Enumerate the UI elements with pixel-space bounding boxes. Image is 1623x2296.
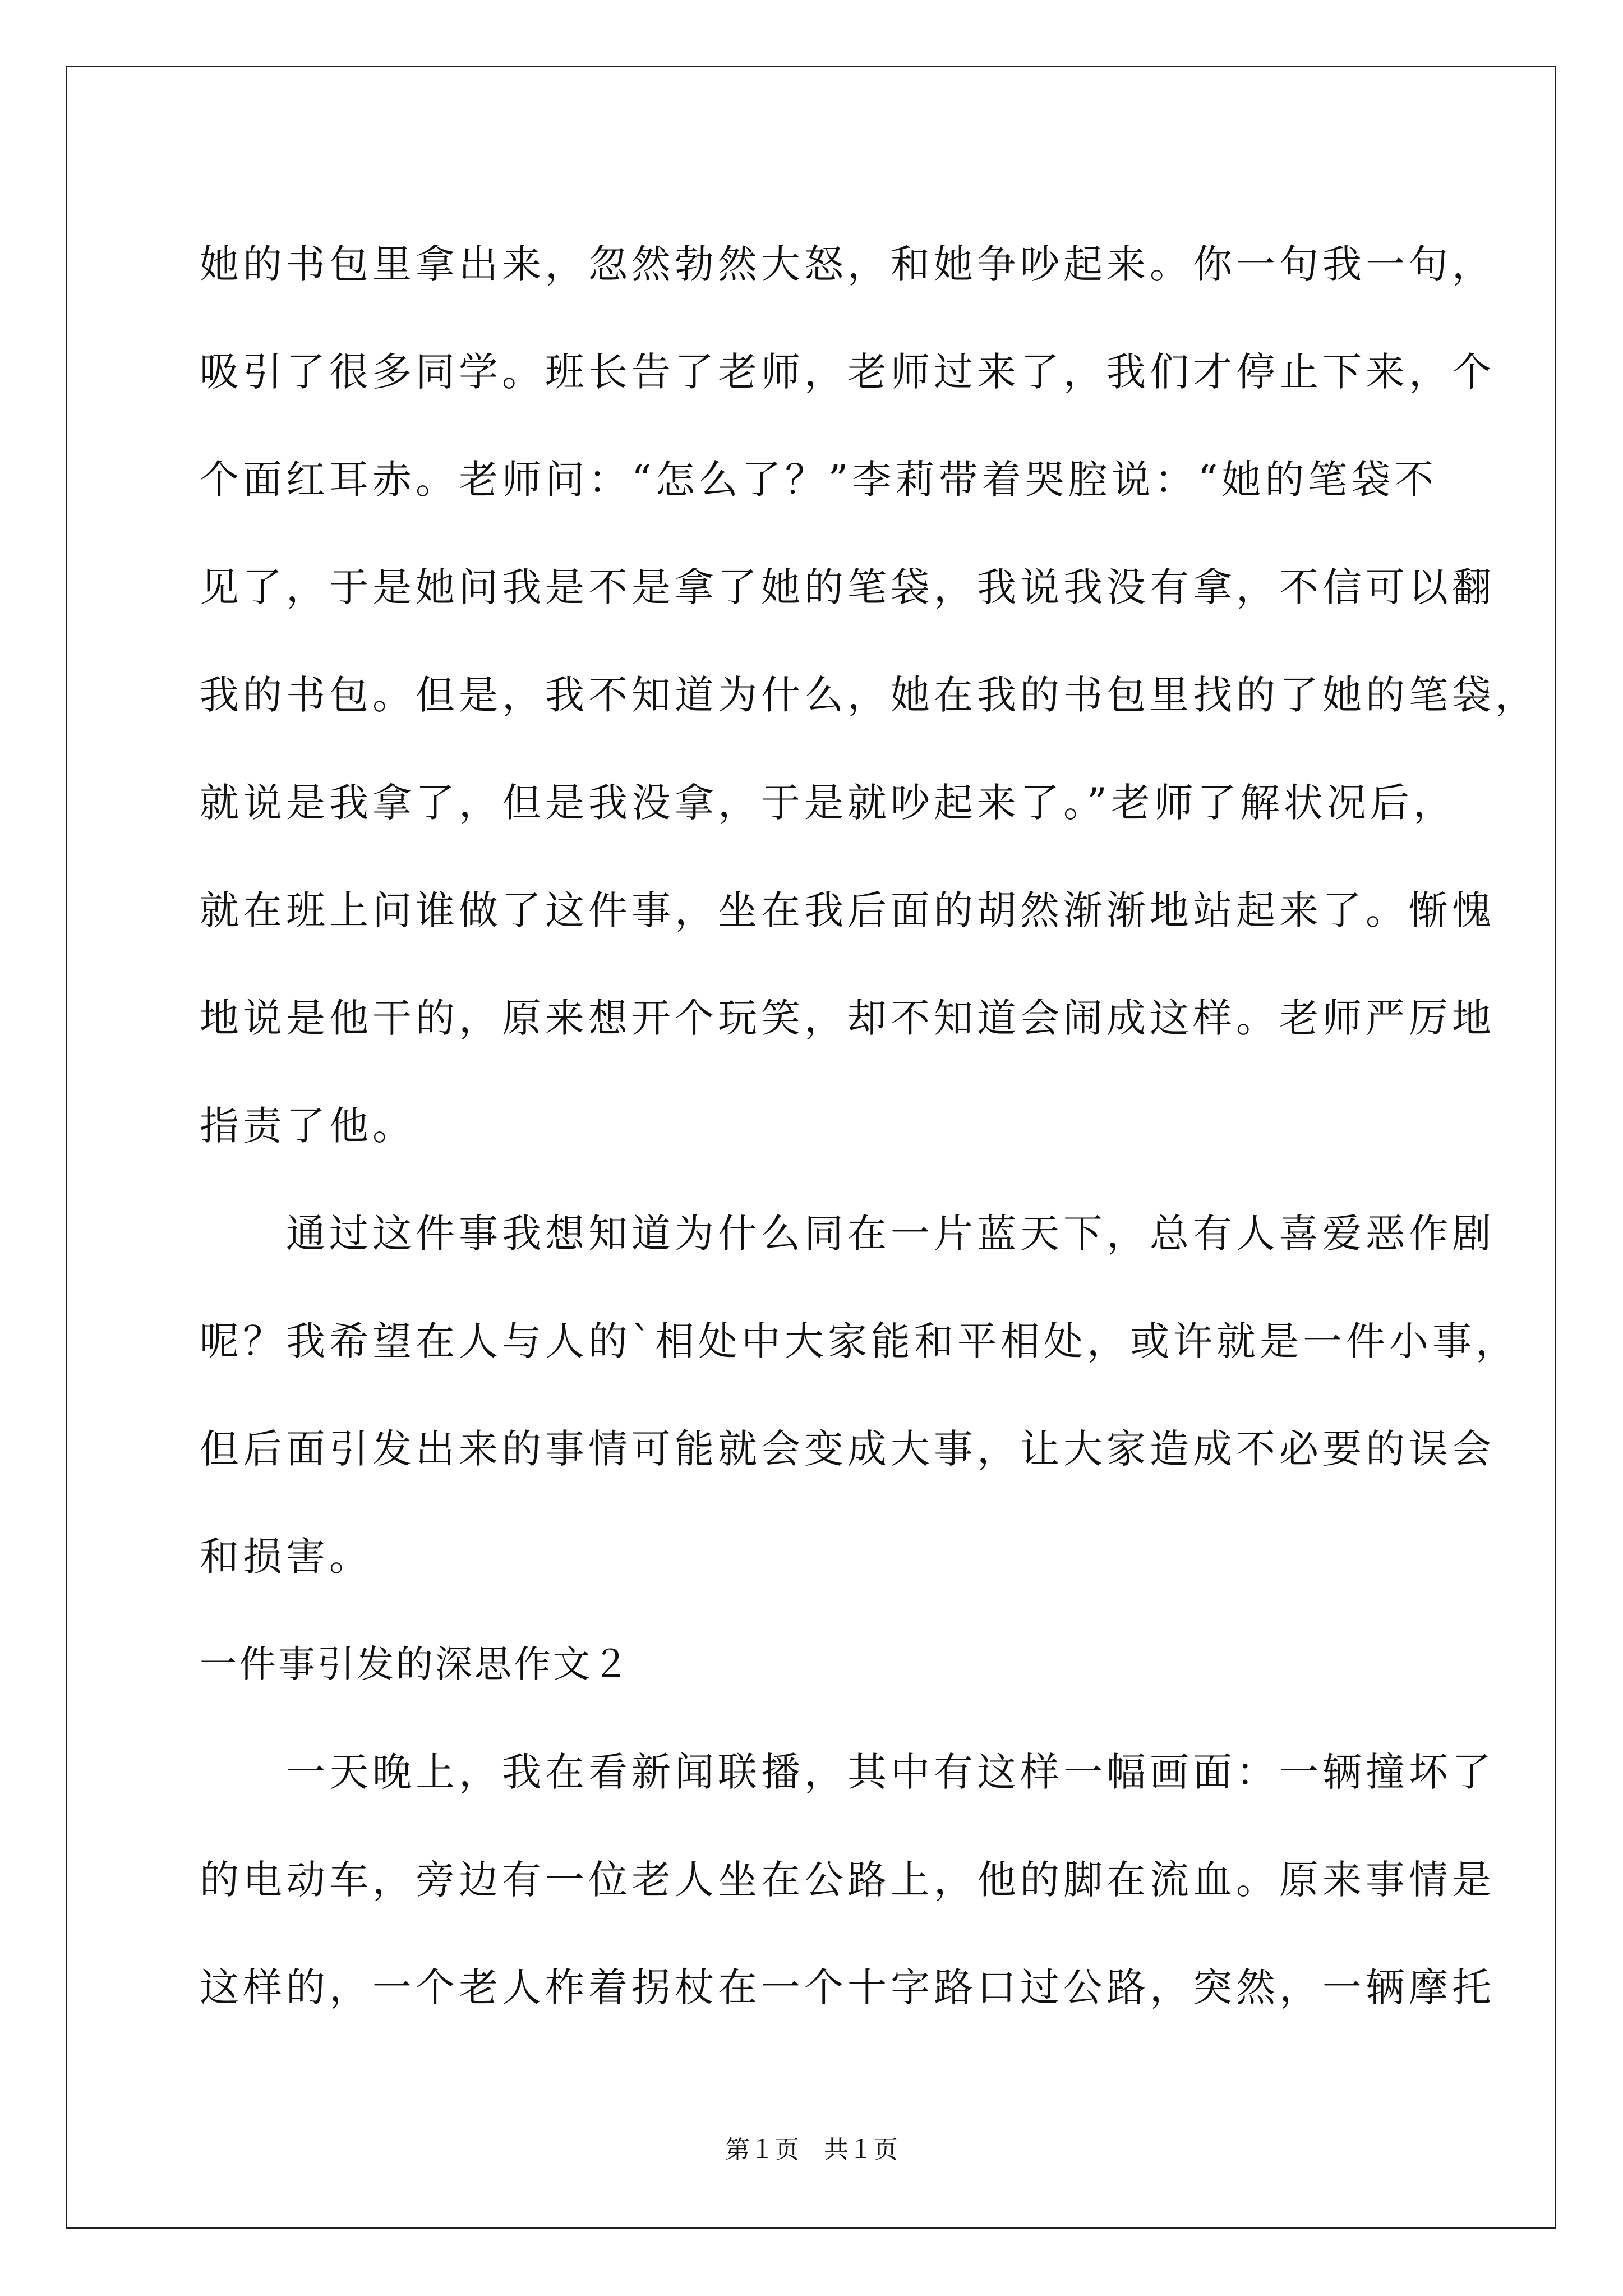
text-line: 和损害。: [200, 1534, 372, 1580]
text-line: 呢？我希望在人与人的`相处中大家能和平相处，或许就是一件小事，: [200, 1318, 1519, 1364]
text-line: 她的书包里拿出来，忽然勃然大怒，和她争吵起来。你一句我一句，: [200, 241, 1495, 287]
section-heading: 一件事引发的深思作文２: [200, 1642, 631, 1686]
text-line: 地说是他干的，原来想开个玩笑，却不知道会闹成这样。老师严厉地: [200, 995, 1495, 1041]
text-line: 吸引了很多同学。班长告了老师，老师过来了，我们才停止下来，个: [200, 349, 1495, 395]
document-body: [200, 210, 1538, 2041]
text-line: 见了，于是她问我是不是拿了她的笔袋，我说我没有拿，不信可以翻: [200, 564, 1495, 610]
text-line: 就在班上问谁做了这件事，坐在我后面的胡然渐渐地站起来了。惭愧: [200, 887, 1495, 933]
text-line: 指责了他。: [200, 1103, 416, 1149]
text-line: 通过这件事我想知道为什么同在一片蓝天下，总有人喜爱恶作剧: [200, 1211, 1495, 1257]
text-line: 但后面引发出来的事情可能就会变成大事，让大家造成不必要的误会: [200, 1426, 1495, 1472]
text-line: 个面红耳赤。老师问：“怎么了？”李莉带着哭腔说：“她的笔袋不: [200, 457, 1438, 503]
text-line: 我的书包。但是，我不知道为什么，她在我的书包里找的了她的笔袋，: [200, 672, 1538, 718]
text-line: 的电动车，旁边有一位老人坐在公路上，他的脚在流血。原来事情是: [200, 1857, 1495, 1903]
text-line: 一天晚上，我在看新闻联播，其中有这样一幅画面：一辆撞坏了: [200, 1749, 1495, 1795]
text-line: 这样的，一个老人柞着拐杖在一个十字路口过公路，突然，一辆摩托: [200, 1964, 1495, 2010]
text-line: 就说是我拿了，但是我没拿，于是就吵起来了。”老师了解状况后，: [200, 780, 1456, 826]
page-footer: 第１页 共１页: [725, 2136, 898, 2164]
